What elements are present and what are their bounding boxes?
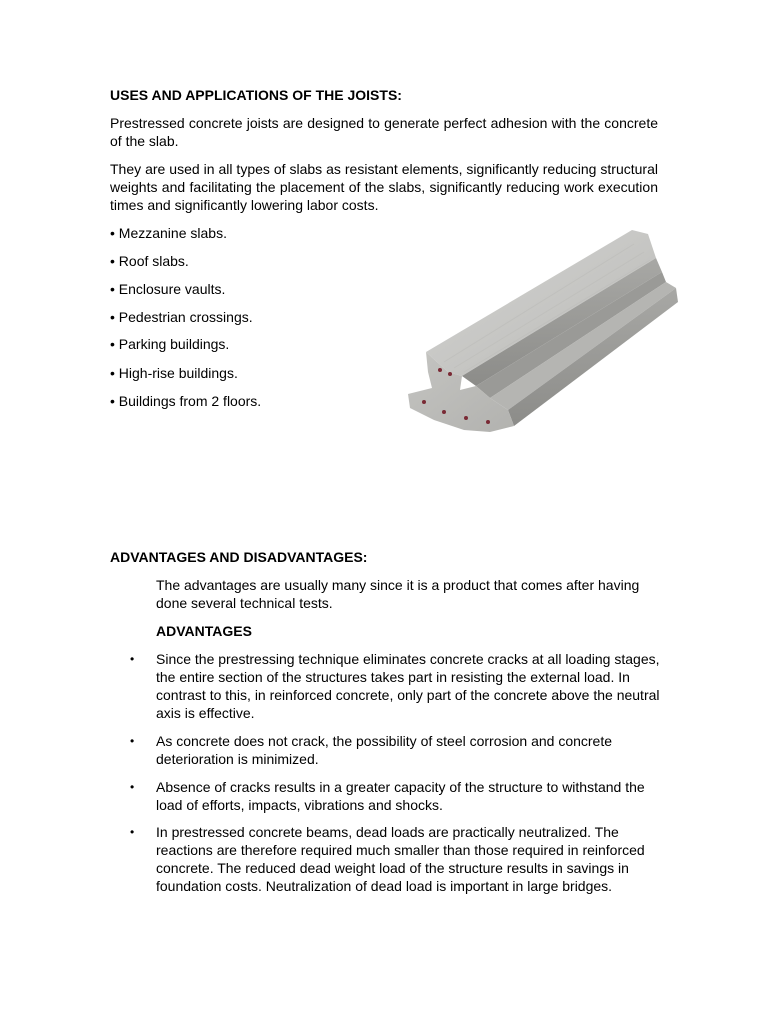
concrete-joist-image xyxy=(404,222,684,442)
advantage-text: Since the prestressing technique eliminates concrete cracks at all loading stages, the entire section of the structures takes part in resisting the external load. In contrast to this, in reinforced concrete, only part of the concrete above the neutral axis is effective. xyxy=(156,651,660,721)
advantage-text: Absence of cracks results in a greater capacity of the structure to withstand the load of efforts, impacts, vibrations and shocks. xyxy=(156,779,645,813)
section-heading-uses: USES AND APPLICATIONS OF THE JOISTS: xyxy=(110,87,402,103)
bullet-item: • Mezzanine slabs. xyxy=(110,225,227,241)
advantage-text: As concrete does not crack, the possibility of steel corrosion and concrete deterioration is minimized. xyxy=(156,733,613,767)
bullet-marker: • xyxy=(130,734,135,748)
paragraph-uses: They are used in all types of slabs as resistant elements, significantly reducing structural weights and facilitating the placement of the slabs, significantly reducing work execution times and significantly lowering labor costs. xyxy=(110,161,658,213)
subheading-advantages: ADVANTAGES xyxy=(156,623,252,639)
concrete-joist-illustration xyxy=(404,222,684,442)
bullet-item: • Enclosure vaults. xyxy=(110,281,226,297)
bullet-item: • High-rise buildings. xyxy=(110,365,238,381)
paragraph-advantages-intro: The advantages are usually many since it is a product that comes after having done several technical tests. xyxy=(156,577,640,611)
bullet-marker: • xyxy=(130,652,135,666)
bullet-item: • Roof slabs. xyxy=(110,253,189,269)
bullet-item: • Buildings from 2 floors. xyxy=(110,393,262,409)
bullet-item: • Pedestrian crossings. xyxy=(110,309,253,325)
bullet-marker: • xyxy=(130,780,135,794)
section-heading-advantages-disadvantages: ADVANTAGES AND DISADVANTAGES: xyxy=(110,549,368,565)
bullet-item: • Parking buildings. xyxy=(110,336,230,352)
paragraph-intro: Prestressed concrete joists are designed to generate perfect adhesion with the concrete of the slab. xyxy=(110,115,658,149)
advantage-text: In prestressed concrete beams, dead loads are practically neutralized. The reactions are therefore required much smaller than those required in reinforced concrete. The reduced dead weight load of the structure results in savings in foundation costs. Neutralization of dead load is important in large bridges. xyxy=(156,824,645,894)
bullet-marker: • xyxy=(130,825,135,839)
